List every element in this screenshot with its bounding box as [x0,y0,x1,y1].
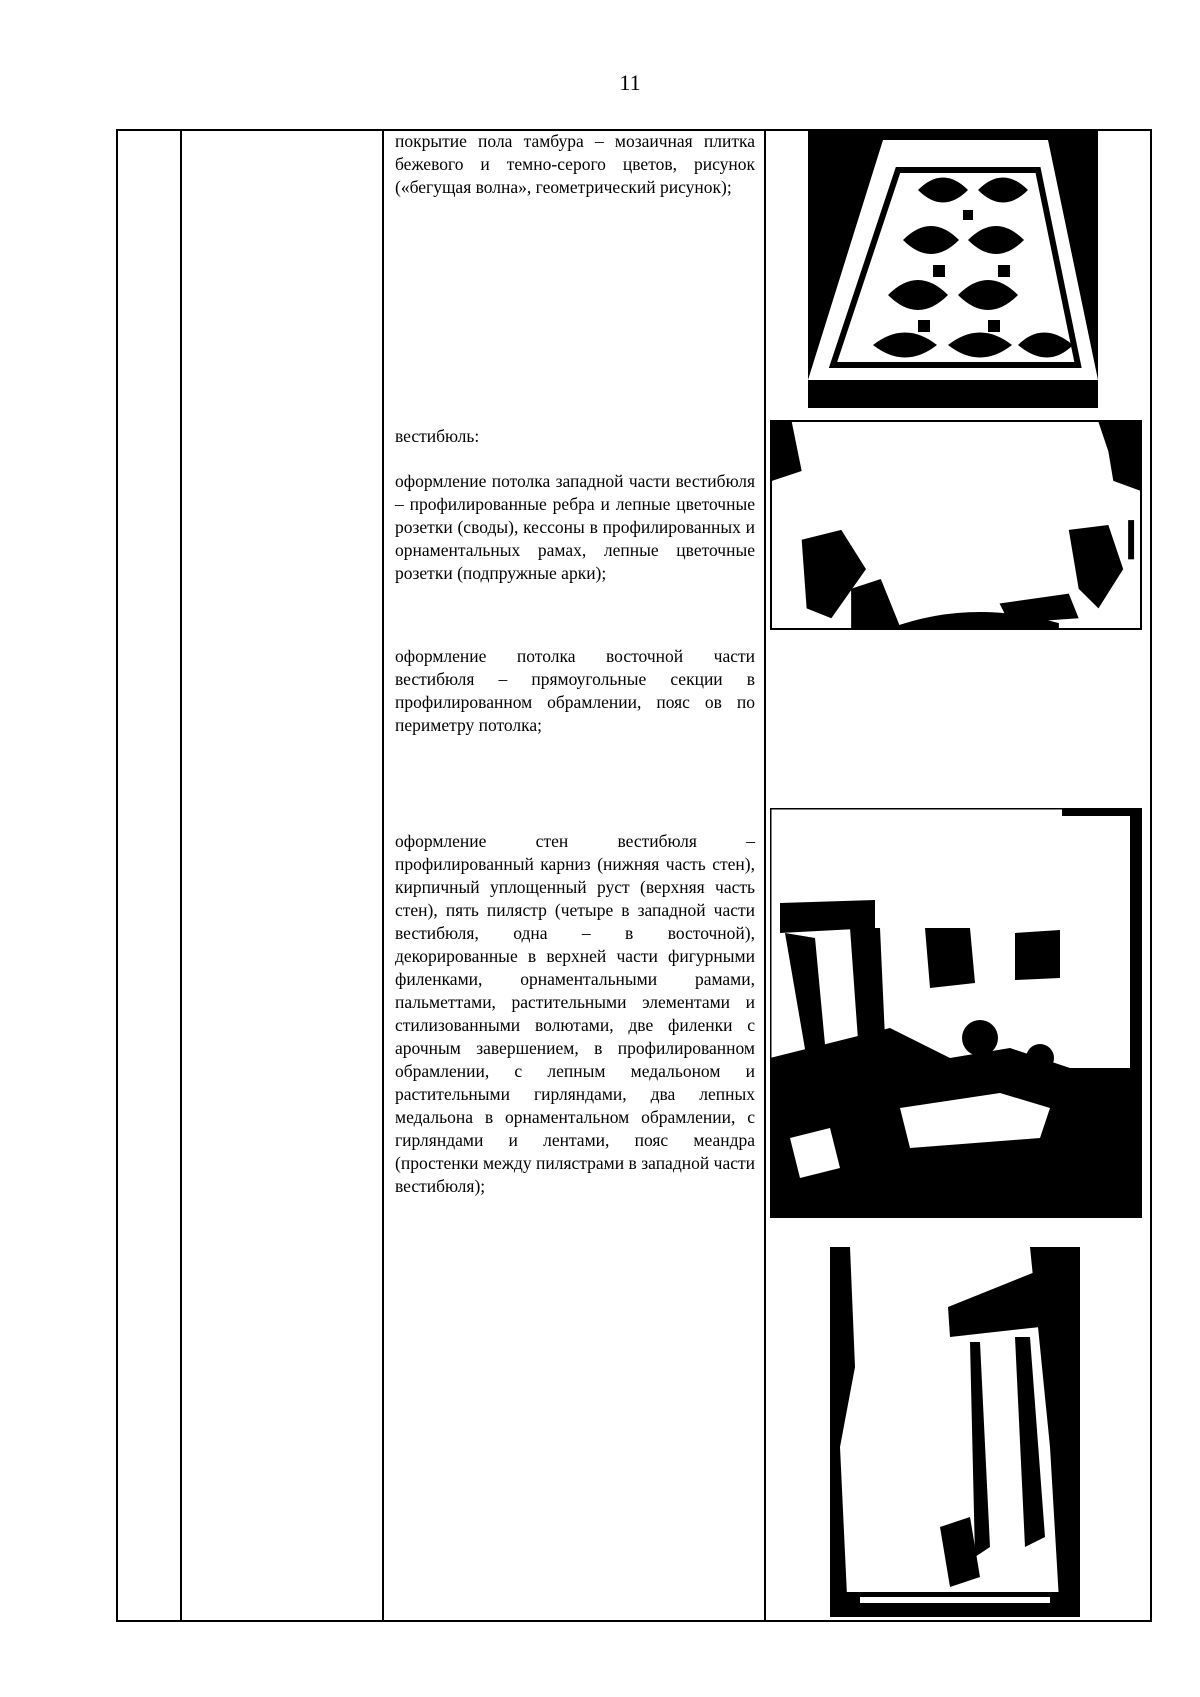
column-divider [382,131,384,1620]
pilaster-detail-image [830,1247,1080,1617]
vestibule-west-ceiling-text: оформление потолка западной части вестибюля – профилированные ребра и лепные цветочные розетки (своды), кессоны в профилированных и орнаментальных рамах, лепные цветочные розетки (подпружные арки); [395,471,755,583]
column-divider [764,131,766,1620]
page-number: 11 [619,70,641,95]
ceiling-image [772,422,1140,628]
vestibule-east-ceiling-text: оформление потолка восточной части вестибюля – прямоугольные секции в профилированном обрамлении, пояс ов по периметру потолка; [395,646,755,735]
vestibule-heading: вестибюль: [395,426,480,446]
pilasters-image [770,808,1142,1218]
tambour-floor-text: покрытие пола тамбура – мозаичная плитка бежевого и темно-серого цветов, рисунок («бегущая волна», геометрический рисунок); [395,131,755,197]
pilasters-photo [770,808,1142,1218]
column-divider [180,131,182,1620]
mosaic-floor-image [808,130,1098,408]
ceiling-photo [770,420,1142,630]
pilaster-detail-photo [830,1247,1080,1617]
vestibule-walls-text: оформление стен вестибюля – профилированный карниз (нижняя часть стен), кирпичный уплощенный руст (верхняя часть стен), пять пилястр (четыре в западной части вестибюля, одна – в восточной), декорированные в верхней части фигурными филенками, орнаментальными рамами, пальметтами, растительными элементами и стилизованными волютами, две филенки с арочным завершением, в профилированном обрамлении, с лепным медальоном и растительными гирляндами, два лепных медальона в орнаментальном обрамлении, с гирляндами и лентами, пояс меандра (простенки между пилястрами в западной части вестибюля); [395,831,755,1196]
mosaic-floor-photo [808,130,1098,408]
